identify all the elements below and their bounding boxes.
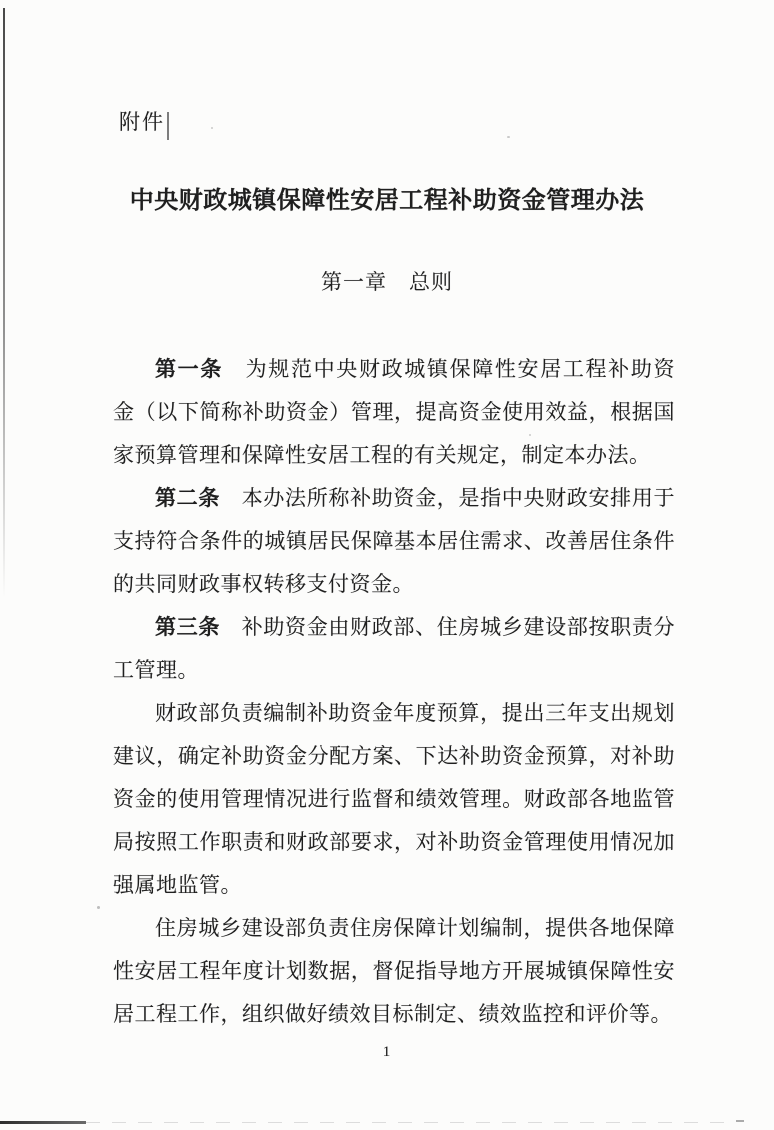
scan-artifact-bottom-dash — [0, 1121, 86, 1124]
article-number: 第三条 — [155, 615, 221, 639]
line-text: 性安居工程年度计划数据，督促指导地方开展城镇保障性安 — [113, 959, 675, 983]
line-text: 补助资金由财政部、住房城乡建设部按职责分 — [220, 615, 675, 639]
text-line — [113, 649, 675, 692]
chapter-heading: 第一章 总则 — [321, 270, 453, 294]
line-text: 金（以下简称补助资金）管理，提高资金使用效益，根据国 — [113, 400, 675, 424]
line-text: 资金的使用管理情况进行监督和绩效管理。财政部各地监管 — [113, 787, 675, 811]
line-text: 本办法所称补助资金，是指中央财政安排用于 — [220, 486, 675, 510]
text-line — [113, 563, 675, 606]
line-text: 家预算管理和保障性安居工程的有关规定，制定本办法。 — [113, 443, 651, 467]
line-text: 财政部负责编制补助资金年度预算，提出三年支出规划 — [155, 701, 675, 725]
scan-noise-speck — [507, 136, 510, 138]
scan-artifact-bottom-faint-line — [86, 1122, 734, 1123]
text-line — [113, 606, 675, 649]
text-line — [113, 907, 675, 950]
text-line — [113, 950, 675, 993]
text-line — [113, 391, 675, 434]
line-text: 建议，确定补助资金分配方案、下达补助资金预算，对补助 — [113, 744, 675, 768]
text-line — [113, 778, 675, 821]
scan-noise-speck — [211, 127, 213, 129]
text-line — [113, 821, 675, 864]
text-line — [113, 864, 675, 907]
scan-artifact-vertical-mark — [167, 112, 169, 140]
line-text: 局按照工作职责和财政部要求，对补助资金管理使用情况加 — [113, 830, 675, 854]
document-title: 中央财政城镇保障性安居工程补助资金管理办法 — [129, 188, 645, 214]
line-text: 支持符合条件的城镇居民保障基本居住需求、改善居住条件 — [113, 529, 675, 553]
scan-artifact-left-edge-line — [3, 8, 5, 598]
text-line — [113, 348, 675, 391]
line-text: 居工程工作，组织做好绩效目标制定、绩效监控和评价等。 — [113, 1002, 672, 1026]
text-line — [113, 434, 675, 477]
scan-artifact-bottom-right-speck — [736, 1120, 744, 1122]
line-text: 强属地监管。 — [113, 873, 242, 897]
scan-noise-speck — [97, 906, 100, 909]
line-text: 住房城乡建设部负责住房保障计划编制，提供各地保障 — [155, 916, 675, 940]
text-line — [113, 993, 675, 1036]
attachment-label: 附件 — [119, 110, 165, 134]
line-text: 工管理。 — [113, 658, 199, 682]
text-line — [113, 520, 675, 563]
line-text: 为规范中央财政城镇保障性安居工程补助资 — [222, 357, 675, 381]
article-number: 第一条 — [155, 357, 223, 381]
text-line — [113, 692, 675, 735]
text-line — [113, 735, 675, 778]
document-body — [113, 348, 675, 1036]
article-number: 第二条 — [155, 486, 221, 510]
text-line — [113, 477, 675, 520]
page-number: 1 — [382, 1044, 392, 1060]
line-text: 的共同财政事权转移支付资金。 — [113, 572, 414, 596]
